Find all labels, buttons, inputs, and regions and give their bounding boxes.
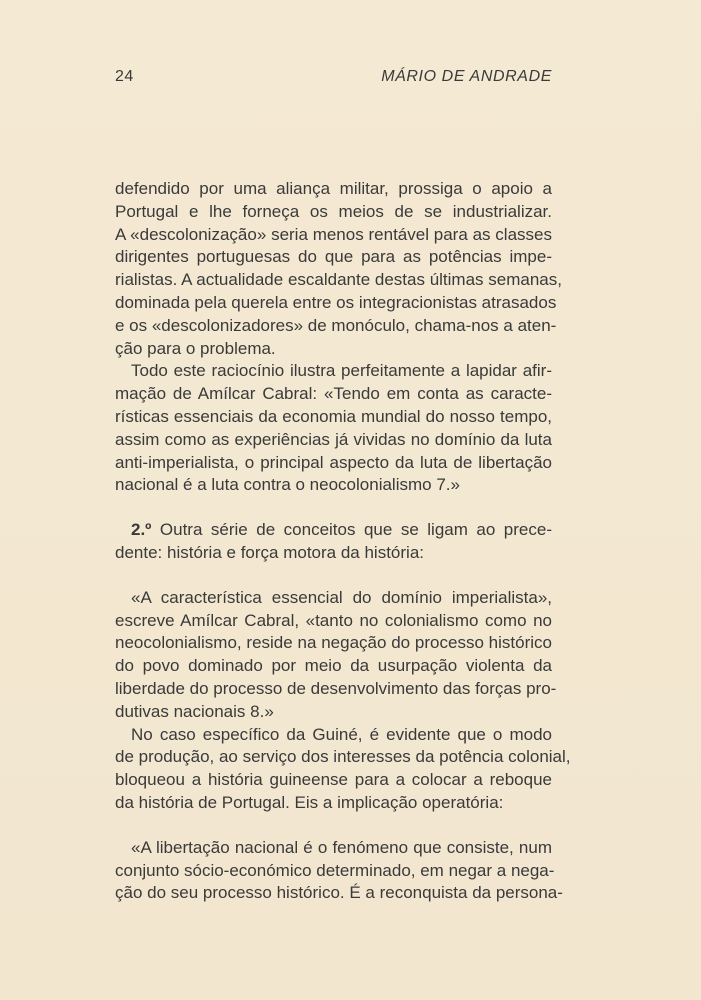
text-line: conjunto sócio-económico determinado, em negar a nega- bbox=[115, 860, 555, 880]
text-line: ção para o problema. bbox=[115, 338, 276, 358]
body-text bbox=[115, 178, 571, 905]
text-line: rialistas. A actualidade escaldante destas últimas semanas, bbox=[115, 270, 562, 290]
text-line: dominada pela querela entre os integracionistas atrasados bbox=[115, 292, 557, 312]
text-line: ção do seu processo histórico. É a reconquista da persona- bbox=[115, 883, 563, 903]
text-line: Todo este raciocínio ilustra perfeitamente a lapidar afir- bbox=[131, 361, 552, 381]
text-line: dutivas nacionais 8.» bbox=[115, 701, 274, 721]
text-line: de produção, ao serviço dos interesses da potência colonial, bbox=[115, 747, 571, 767]
text-line: Portugal e lhe forneça os meios de se industrializar. bbox=[115, 201, 552, 221]
text-line: bloqueou a história guineense para a colocar a reboque bbox=[115, 770, 552, 790]
text-line: nacional é a luta contra o neocolonialismo 7.» bbox=[115, 475, 460, 495]
paragraph-gap bbox=[115, 815, 552, 837]
text-line: do povo dominado por meio da usurpação violenta da bbox=[115, 656, 552, 676]
text-line: anti-imperialista, o principal aspecto da luta de libertação bbox=[115, 452, 552, 472]
text-line: neocolonialismo, reside na negação do processo histórico bbox=[115, 633, 552, 653]
text-line: 2.º Outra série de conceitos que se ligam ao prece- bbox=[131, 520, 552, 540]
text-line: dirigentes portuguesas do que para as potências impe- bbox=[115, 247, 552, 267]
text-line: «A libertação nacional é o fenómeno que consiste, num bbox=[131, 837, 552, 857]
text-line: da história de Portugal. Eis a implicação operatória: bbox=[115, 792, 504, 812]
paragraph-gap bbox=[115, 497, 552, 519]
text-line: escreve Amílcar Cabral, «tanto no colonialismo como no bbox=[115, 610, 552, 630]
text-line: dente: história e força motora da história: bbox=[115, 542, 424, 562]
text-line: assim como as experiências já vividas no domínio da luta bbox=[115, 429, 552, 449]
text-line: No caso específico da Guiné, é evidente que o modo bbox=[131, 724, 552, 744]
text-line: A «descolonização» seria menos rentável para as classes bbox=[115, 224, 552, 244]
paragraph-gap bbox=[115, 565, 552, 587]
text-line: e os «descolonizadores» de monóculo, chama-nos a aten- bbox=[115, 315, 557, 335]
page-number: 24 bbox=[115, 68, 134, 85]
running-head: MÁRIO DE ANDRADE bbox=[381, 68, 552, 85]
text-line: defendido por uma aliança militar, prossiga o apoio a bbox=[115, 179, 552, 198]
text-line: mação de Amílcar Cabral: «Tendo em conta as caracte- bbox=[115, 384, 552, 404]
text-line: «A característica essencial do domínio imperialista», bbox=[131, 587, 552, 607]
text-line: liberdade do processo de desenvolvimento das forças pro- bbox=[115, 678, 557, 698]
page-header bbox=[115, 68, 552, 92]
text-line: rísticas essenciais da economia mundial do nosso tempo, bbox=[115, 406, 552, 426]
